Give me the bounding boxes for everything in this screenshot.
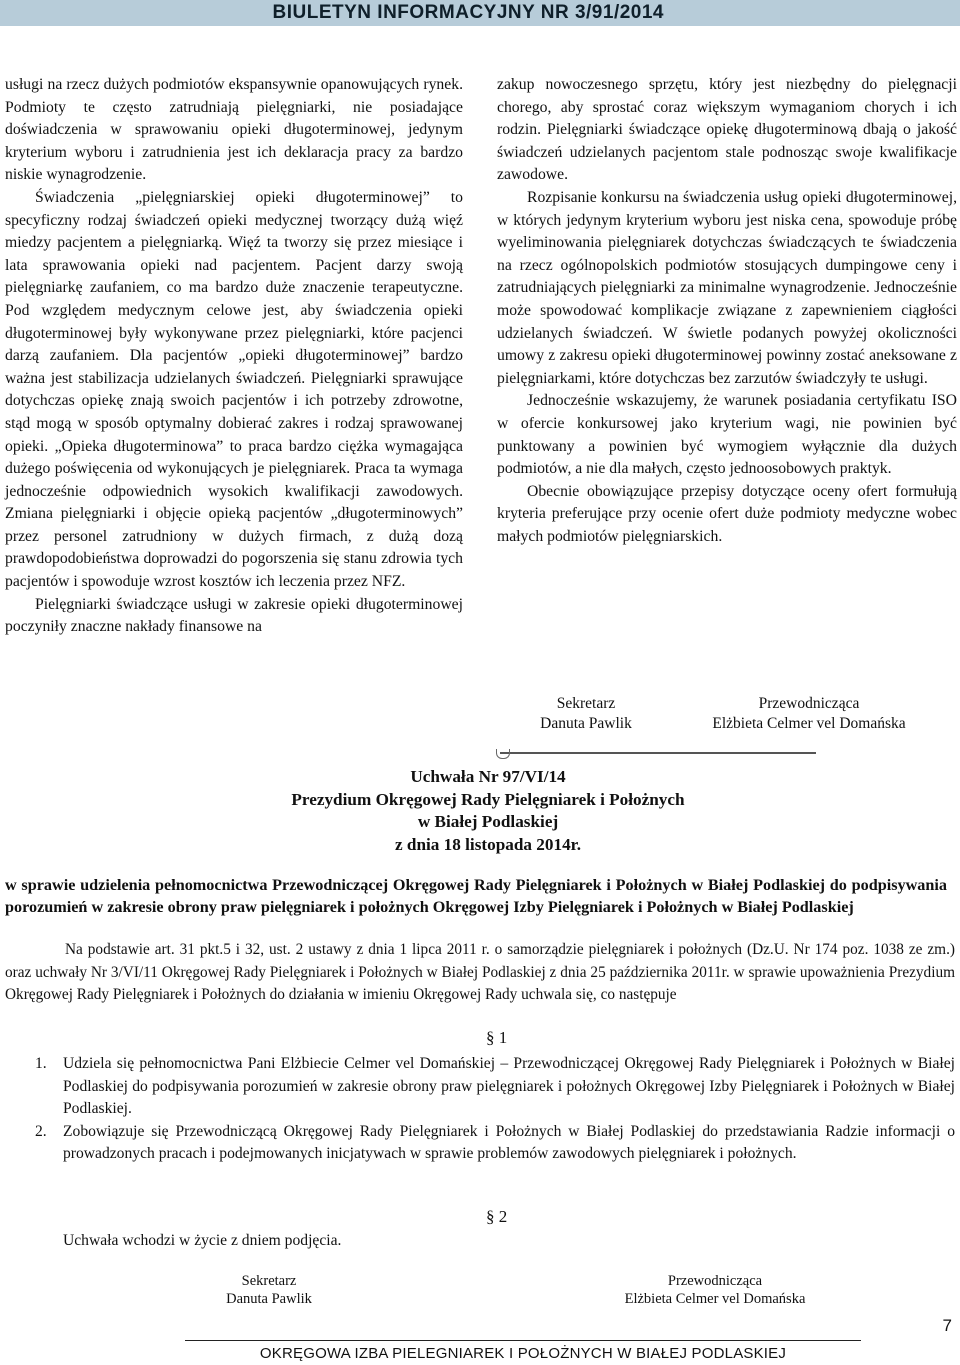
- secretary-role: Sekretarz: [241, 1273, 297, 1289]
- secretary-name: Danuta Pawlik: [540, 715, 632, 732]
- resolution-number: Uchwała Nr 97/VI/14: [410, 767, 566, 786]
- signature-chairwoman-bottom: [590, 1272, 840, 1308]
- legal-basis: [5, 939, 955, 1007]
- bulletin-title: BIULETYN INFORMACYJNY NR 3/91/2014: [272, 2, 664, 23]
- resolution-subject: w sprawie udzielenia pełnomocnictwa Przewodniczącej Okręgowej Rady Pielęgniarek i Położnych w Białej Podlaskiej do podpisywania porozumień w zakresie obrony praw pielęgniarek i położnych Okręgowej Izby Pielęgniarek i Położnych w Białej Podlaskiej: [5, 876, 947, 916]
- page-number: 7: [942, 1316, 952, 1335]
- list-item: [5, 1121, 955, 1166]
- left-column: [5, 74, 463, 639]
- section-1-sign: § 1: [486, 1028, 508, 1047]
- item-text: Zobowiązuje się Przewodniczącą Okręgowej Rady Pielęgniarek i Położnych w Białej Podlaskiej do przedstawiania Radzie informacji o prowadzonych pracach i podejmowanych inicjatywach w sprawie problemów zawodowych pielęgniarek i położnych.: [63, 1122, 955, 1162]
- legal-basis-text: Na podstawie art. 31 pkt.5 i 32, ust. 2 ustawy z dnia 1 lipca 2011 r. o samorządzie pielęgniarek i położnych (Dz.U. Nr 174 poz. 1038 ze zm.) oraz uchwały Nr 3/VI/11 Okręgowej Rady Pielęgniarek i Położnych w Białej Podlaskiej z dnia 25 października 2011r. w sprawie upoważnienia Prezydium Okręgowej Rady Pielęgniarek i Położnych do działania w imieniu Okręgowej Rady uchwala się, co następuje: [5, 941, 955, 1003]
- left-paragraph-2: Świadczenia „pielęgniarskiej opieki długoterminowej” to specyficzny rodzaj świadczeń opieki medycznej tworzący dużą więź miedzy pacjentem a pielęgniarką. Więź ta tworzy się przez miesiące i lata sprawowania opieki nad pacjentem. Pacjent darzy swoją pielęgniarkę zaufaniem, co ma bardzo duże znaczenie terapeutyczne. Pod względem medycznym celowe jest, aby świadczenia opieki długoterminowej były wykonywane przez pielęgniarki, które pacjenci darzą zaufaniem. Dla pacjentów „opieki długoterminowej” bardzo ważna jest stabilizacja udzielanych świadczeń. Pielęgniarki sprawujące dotychczas opiekę znają swoich pacjentów i ich potrzeby zdrowotne, stąd mogą w sposób optymalny dobierać zakres i rodzaj sprawowanej opieki. „Opieka długoterminowa” to praca bardzo ciężka wymagająca dużego poświęcenia od wykonujących je pielęgniarek. Praca ta wymaga jednocześnie odpowiednich wysokich kwalifikacji zawodowych. Zmiana pielęgniarki i objęcie opieką pacjentów „długoterminowych” przez personel zatrudniony w dużych firmach, z dużą dozą prawdopodobieństwa doprowadzi do pogorszenia się stanu zdrowia tych pacjentów i spowoduje wzrost kosztów ich leczenia przez NFZ.: [5, 188, 463, 591]
- right-paragraph-2: Rozpisanie konkursu na świadczenia usług opieki długoterminowej, w których jedynym kryterium wyboru jest niska cena, spowoduje próbę wyeliminowania pielęgniarek dotychczas świadczących te świadczenia na rzecz ogólnopolskich podmiotów stosujących dumpingowe ceny i zatrudniających pielęgniarki za minimalne wynagrodzenie. Jednocześnie może spowodować komplikacje związane z zapewnieniem ciągłości udzielanych świadczeń. W świetle podanych powyżej okoliczności umowy z zakresu opieki długoterminowej powinny zostać aneksowane z pielęgniarkami, które dotychczas bez zarzutów świadczyły te usługi.: [497, 188, 957, 387]
- right-column: [497, 74, 957, 548]
- signature-secretary: [505, 694, 667, 734]
- section-divider: [500, 752, 816, 754]
- resolution-place: w Białej Podlaskiej: [417, 812, 559, 831]
- chairwoman-name: Elżbieta Celmer vel Domańska: [712, 715, 906, 732]
- list-item: [5, 1053, 955, 1121]
- footer-organization: OKRĘGOWA IZBA PIELEGNIAREK I POŁOŻNYCH W BIAŁEJ PODLASKIEJ: [259, 1345, 787, 1362]
- chairwoman-role: Przewodnicząca: [667, 1273, 763, 1289]
- section-2-sign: § 2: [486, 1207, 508, 1226]
- right-paragraph-4: Obecnie obowiązujące przepisy dotyczące oceny ofert formułują kryteria preferujące przy ocenie ofert duże podmioty medyczne wobec małych podmiotów pielęgniarskich.: [497, 482, 957, 545]
- resolution-body: Prezydium Okręgowej Rady Pielęgniarek i Położnych: [291, 789, 685, 809]
- right-paragraph-1: zakup nowoczesnego sprzętu, który jest niezbędny do pielęgnacji chorego, aby sprostać coraz większym wymaganiom chorych i ich rodzin. Pielęgniarki świadczące opiekę długoterminową dbają o jakość świadczeń udzielanych pacjentom stale podnosząc swoje kwalifikacje zawodowe.: [497, 76, 957, 184]
- resolution-heading: [150, 766, 826, 856]
- signature-secretary-bottom: [175, 1272, 363, 1308]
- secretary-role: Sekretarz: [556, 695, 616, 712]
- left-paragraph-3: Pielęgniarki świadczące usługi w zakresie opieki długoterminowej poczyniły znaczne nakłady finansowe na: [5, 595, 463, 636]
- left-paragraph-1: usługi na rzecz dużych podmiotów ekspansywnie opanowujących rynek. Podmioty te często zatrudniają pielęgniarki, nie posiadające doświadczenia w sprawowaniu opieki długoterminowej, jedynym kryterium wyboru i zatrudnienia jest ich deklaracja pracy za bardzo niskie wynagrodzenie.: [5, 76, 463, 184]
- chairwoman-name: Elżbieta Celmer vel Domańska: [624, 1291, 806, 1307]
- chairwoman-role: Przewodnicząca: [758, 695, 860, 712]
- secretary-name: Danuta Pawlik: [226, 1291, 312, 1307]
- resolution-date: z dnia 18 listopada 2014r.: [394, 834, 582, 854]
- resolution-items: [5, 1053, 955, 1166]
- right-paragraph-3: Jednocześnie wskazujemy, że warunek posiadania certyfikatu ISO w ofercie konkursowej jako kryterium wagi, nie powinien być punktowany a powinien być wymogiem wyłącznie dla dużych podmiotów, a nie dla małych, często jednoosobowych praktyk.: [497, 392, 957, 478]
- footer-rule: [185, 1340, 861, 1341]
- closing-statement: Uchwała wchodzi w życie z dniem podjęcia.: [63, 1232, 342, 1249]
- item-text: Udziela się pełnomocnictwa Pani Elżbiecie Celmer vel Domańskiej – Przewodniczącej Okręgowej Rady Pielęgniarek i Położnych w Białej Podlaskiej do podpisywania porozumień w zakresie obrony praw pielęgniarek i położnych Okręgowej Izby Pielęgniarek i Położnych w Białej Podlaskiej.: [63, 1055, 955, 1117]
- item-number: 2.: [35, 1122, 47, 1140]
- item-number: 1.: [35, 1055, 47, 1072]
- divider-ornament-icon: [496, 749, 510, 759]
- signature-chairwoman: [680, 694, 938, 734]
